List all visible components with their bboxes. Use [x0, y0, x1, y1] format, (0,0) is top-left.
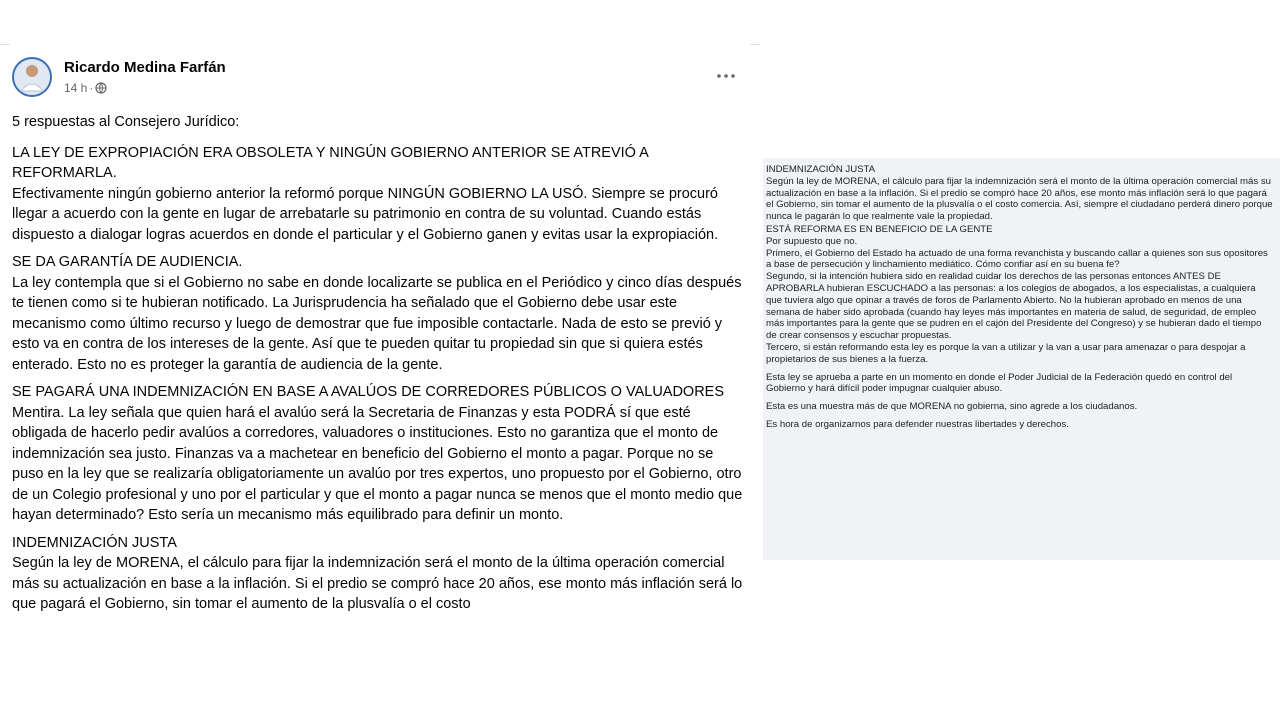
image-paragraph: Esta es una muestra más de que MORENA no gobierna, sino agrede a los ciudadanos.	[766, 401, 1138, 413]
post-paragraph: INDEMNIZACIÓN JUSTA Según la ley de MORENA, el cálculo para fijar la indemnización será el monto de la última operación comercial más su actualización en base a la inflación. Si el predio se compró hace 20 años, ese monto más inflación será lo que pagará el Gobierno, sin tomar el aumento de la plusvalía o el costo	[12, 534, 743, 612]
image-paragraph: ESTÁ REFORMA ES EN BENEFICIO DE LA GENTE Por supuesto que no. Primero, el Gobierno del Estado ha actuado de una forma revanchista y buscando callar a quienes son sus opositores a base de persecución y linchamiento mediático. Cómo confiar así en su buena fe? Segundo, si la intención hubiera sido en realidad cuidar los derechos de las personas entonces ANTES DE APROBARLA hubieran ESCUCHADO a las personas: a los colegios de abogados, a los especialistas, a cualquiera que tuviera algo que opinar a través de foros de Parlamento Abierto. No la hubieran aprobado en menos de una semana de haber sido aprobada (cuando hay leyes más importantes en materia de salud, de seguridad, de empleo más importantes para la gente que se pudren en el cajón del Presidente del Congreso) y se hubieran dado el tiempo de crear consensos y escuchar propuestas. Tercero, si están reformando esta ley es porque la van a utilizar y la van a usar para amenazar o para despojar a propietarios de sus bienes a la fuerza.	[766, 223, 1268, 365]
post-paragraph: 5 respuestas al Consejero Jurídico:	[12, 114, 240, 130]
image-paragraph: Esta ley se aprueba a parte en un momento en donde el Poder Judicial de la Federación quedó en control del Gobierno y hará difícil poder impugnar cualquier abuso.	[766, 371, 1233, 395]
image-paragraph: INDEMNIZACIÓN JUSTA Según la ley de MORENA, el cálculo para fijar la indemnización será el monto de la última operación comercial más su actualización en base a la inflación. Si el predio se compró hace 20 años, ese monto más inflación será lo que pagará el Gobierno, sin tomar el aumento de la plusvalía o el costo comercia. Así, siempre el ciudadano perderá dinero porque nunca le pagarán lo que realmente vale la propiedad.	[766, 164, 1273, 223]
globe-icon[interactable]	[95, 82, 107, 94]
post-image[interactable]	[763, 158, 1280, 560]
post-time[interactable]: 14 h	[64, 81, 88, 95]
avatar[interactable]	[12, 57, 52, 97]
more-icon	[716, 73, 736, 79]
facebook-post	[0, 44, 760, 720]
post-text	[12, 112, 747, 622]
post-paragraph: SE PAGARÁ UNA INDEMNIZACIÓN EN BASE A AVALÚOS DE CORREDORES PÚBLICOS O VALUADORES Mentira. La ley señala que quien hará el avalúo será la Secretaria de Finanzas y esta PODRÁ sí que esté obligada de hacerlo pedir avalúos a corredores, valuadores o instituciones. Esto no garantiza que el monto de indemnización sea justo. Finanzas va a machetear en beneficio del Gobierno el monto a pagar. Porque no se puso en la ley que se realizaría obligatoriamente un avalúo por tres expertos, uno propuesto por el Gobierno, otro de un Colegio profesional y uno por el particular y que el monto a pagar nunca se menos que el monto medio que hayan determinado? Esto sería un mecanismo más equilibrado para definir un monto.	[12, 384, 743, 523]
image-text	[766, 164, 1273, 437]
profile-photo	[12, 57, 52, 97]
meta-separator: ·	[89, 81, 94, 95]
author-name[interactable]: Ricardo Medina Farfán	[64, 59, 226, 76]
post-paragraph: LA LEY DE EXPROPIACIÓN ERA OBSOLETA Y NINGÚN GOBIERNO ANTERIOR SE ATREVIÓ A REFORMARLA. Efectivamente ningún gobierno anterior la reformó porque NINGÚN GOBIERNO LA USÓ. Siempre se procuró llegar a acuerdo con la gente en lugar de arrebatarle su patrimonio en contra de su voluntad. Cuando estás dispuesto a dialogar logras acuerdos en donde el particular y el Gobierno ganen y evitas usar la expropiación.	[12, 144, 719, 243]
divider	[0, 44, 10, 45]
image-paragraph: Es hora de organizarnos para defender nuestras libertades y derechos.	[766, 418, 1069, 430]
more-options-button[interactable]	[712, 66, 740, 86]
post-paragraph: SE DA GARANTÍA DE AUDIENCIA. La ley contempla que si el Gobierno no sabe en donde localizarte se publica en el Periódico y cinco días después te tienen como si te hubieran notificado. La Jurisprudencia ha señalado que el Gobierno debe usar este mecanismo como último recurso y luego de demostrar que fue imposible contactarle. Nada de esto se previó y esto va en contra de los intereses de la gente. Así que te pueden quitar tu propiedad sin que si quiera estés enterado. Esto no es proteger la garantía de audiencia de la gente.	[12, 254, 742, 373]
divider	[750, 44, 760, 45]
post-meta	[64, 81, 107, 95]
